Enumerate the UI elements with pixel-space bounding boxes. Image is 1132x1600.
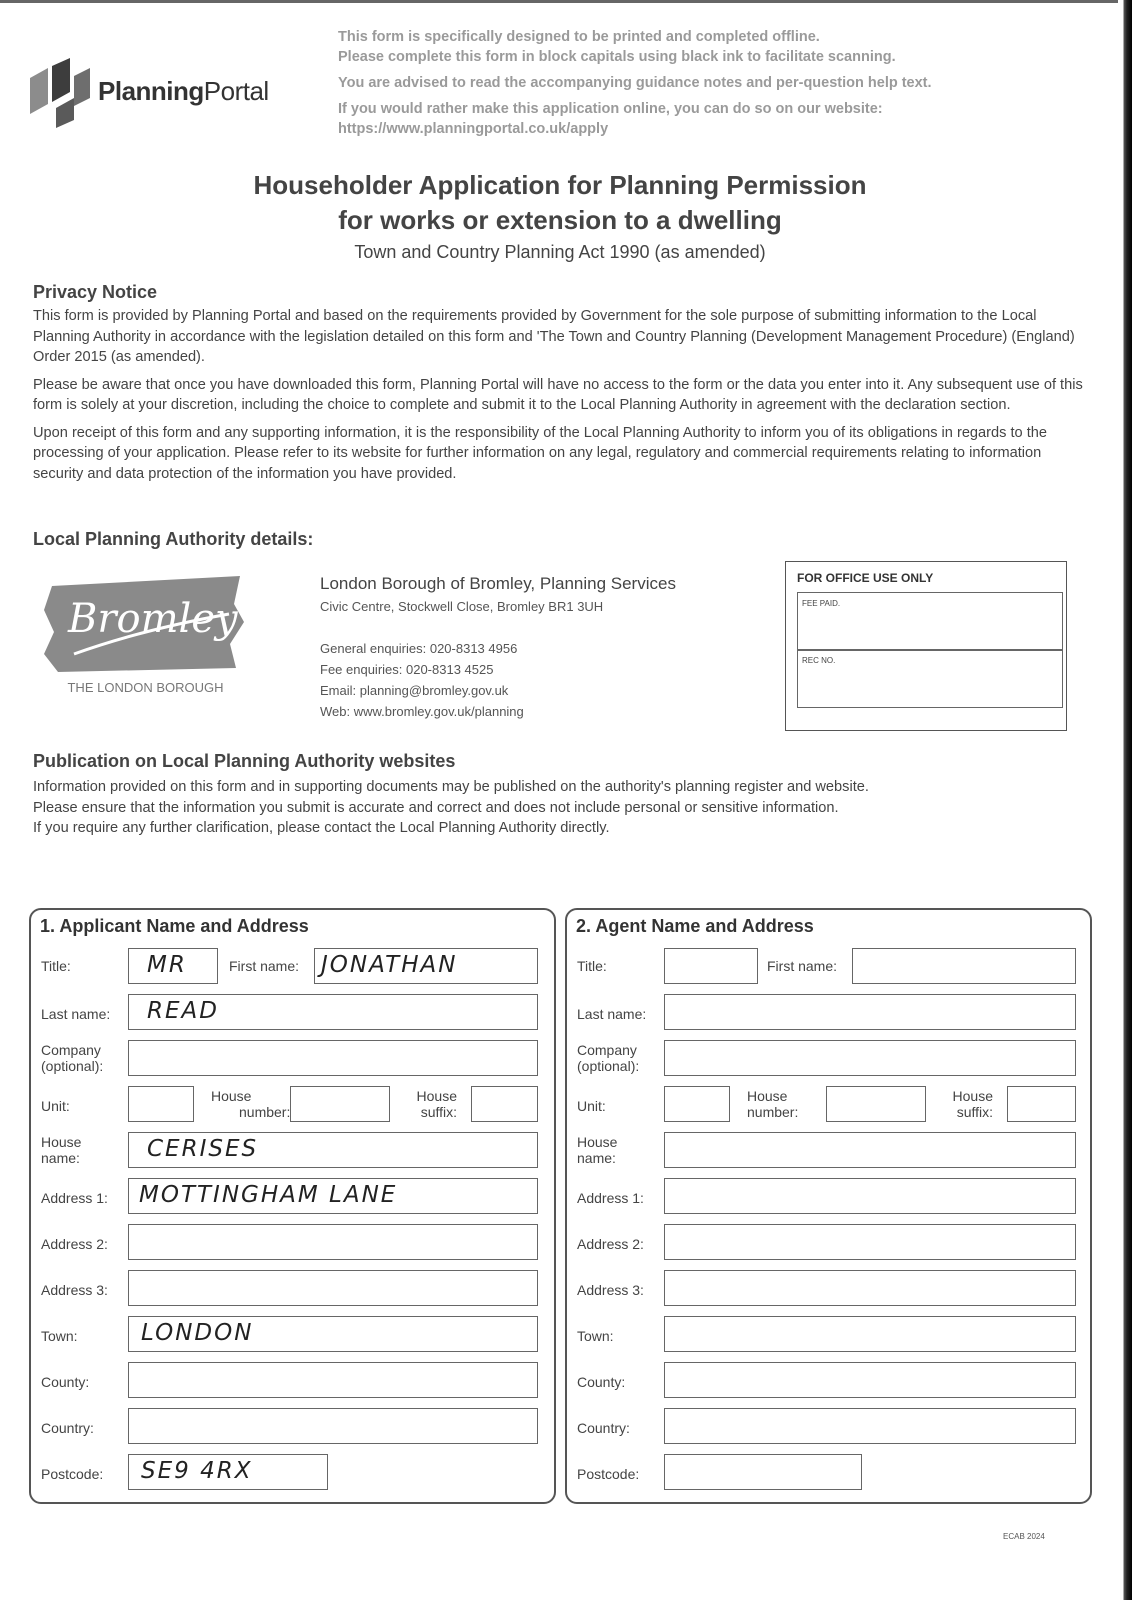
scan-edge <box>1118 0 1132 1600</box>
lpa-address: Civic Centre, Stockwell Close, Bromley BR1 3UH <box>320 599 604 614</box>
applicant-house-number-label: House number: <box>211 1088 291 1120</box>
agent-house-suffix-label: House suffix: <box>952 1088 993 1120</box>
agent-house-number-field[interactable] <box>826 1086 926 1122</box>
applicant-town-field[interactable]: LONDON <box>128 1316 538 1352</box>
applicant-county-field[interactable] <box>128 1362 538 1398</box>
applicant-first-name-field[interactable]: JONATHAN <box>314 948 538 984</box>
applicant-panel <box>29 908 556 1504</box>
rec-no-field: REC NO. <box>797 649 1063 708</box>
intro-instructions: This form is specifically designed to be printed and completed offline. Please complete this form in block capitals using black ink to facilitate scanning. You are advised to read the accompanying guidance notes and per-question help text. If you would rather make this application online, you can do so on our website: https://www.planningportal.co.uk/apply <box>338 29 932 137</box>
applicant-unit-field[interactable] <box>128 1086 194 1122</box>
agent-house-suffix-field[interactable] <box>1007 1086 1076 1122</box>
applicant-address1-label: Address 1: <box>41 1190 108 1206</box>
top-scan-line <box>0 0 1132 3</box>
publication-text: Information provided on this form and in supporting documents may be published on the authority's planning register and website. Please ensure that the information you submit is accurate and correct and does not include personal or sensitive information. If you require any further clarification, please contact the Local Planning Authority directly. <box>33 779 869 836</box>
applicant-company-field[interactable] <box>128 1040 538 1076</box>
applicant-address2-field[interactable] <box>128 1224 538 1260</box>
bromley-logo <box>38 574 253 704</box>
bromley-logo-text: Bromley <box>68 596 238 642</box>
agent-town-label: Town: <box>577 1328 614 1344</box>
agent-unit-label: Unit: <box>577 1098 606 1114</box>
applicant-country-field[interactable] <box>128 1408 538 1444</box>
form-code: ECAB 2024 <box>1003 1532 1045 1541</box>
agent-postcode-field[interactable] <box>664 1454 862 1490</box>
agent-panel <box>565 908 1092 1504</box>
privacy-notice: This form is provided by Planning Portal and based on the requirements provided by Government for the sole purpose of submitting information to the Local Planning Authority in accordance with the legislation detailed on this form and 'The Town and Country Planning (Development Management Procedure) (England) Order 2015 (as amended). Please be aware that once you have downloaded this form, Planning Portal will have no access to the form or the data you enter into it. Any subsequent use of this form is solely at your discretion, including the choice to complete and submit it to the Local Planning Authority in agreement with the declaration section. Upon receipt of this form and any supporting information, it is the responsibility of the Local Planning Authority to inform you of its obligations in regards to the processing of your application. Please refer to its website for further information on any legal, regulatory and commercial requirements relating to information security and data protection of the information you have provided. <box>33 308 1083 482</box>
agent-first-name-field[interactable] <box>852 948 1076 984</box>
lpa-fee-enquiries: Fee enquiries: 020-8313 4525 <box>320 662 494 677</box>
publication-heading: Publication on Local Planning Authority websites <box>33 751 456 771</box>
applicant-house-suffix-label: House suffix: <box>416 1088 457 1120</box>
lpa-web: Web: www.bromley.gov.uk/planning <box>320 704 524 719</box>
applicant-first-name-label: First name: <box>229 958 300 974</box>
agent-title-label: Title: <box>577 958 607 974</box>
lpa-email: Email: planning@bromley.gov.uk <box>320 683 509 698</box>
agent-county-field[interactable] <box>664 1362 1076 1398</box>
lpa-name: London Borough of Bromley, Planning Services <box>320 574 676 593</box>
agent-house-name-field[interactable] <box>664 1132 1076 1168</box>
applicant-address3-label: Address 3: <box>41 1282 108 1298</box>
agent-country-field[interactable] <box>664 1408 1076 1444</box>
lpa-heading: Local Planning Authority details: <box>33 529 314 549</box>
agent-house-name-label: House name: <box>577 1134 618 1166</box>
agent-address3-label: Address 3: <box>577 1282 644 1298</box>
agent-address2-label: Address 2: <box>577 1236 644 1252</box>
lpa-contact <box>320 572 676 722</box>
agent-first-name-label: First name: <box>767 958 838 974</box>
applicant-heading: 1. Applicant Name and Address <box>40 916 309 936</box>
applicant-house-name-field[interactable]: CERISES <box>128 1132 538 1168</box>
applicant-address1-field[interactable]: MOTTINGHAM LANE <box>128 1178 538 1214</box>
planning-portal-wordmark: PlanningPortal <box>98 76 269 106</box>
agent-unit-field[interactable] <box>664 1086 730 1122</box>
planning-portal-logo-icon <box>30 58 94 128</box>
agent-address1-label: Address 1: <box>577 1190 644 1206</box>
form-title-line2: for works or extension to a dwelling <box>338 205 782 235</box>
planning-portal-logo <box>30 58 300 128</box>
agent-country-label: Country: <box>577 1420 630 1436</box>
privacy-heading: Privacy Notice <box>33 282 158 302</box>
office-use-heading: FOR OFFICE USE ONLY <box>797 571 934 585</box>
applicant-address3-field[interactable] <box>128 1270 538 1306</box>
agent-address1-field[interactable] <box>664 1178 1076 1214</box>
applicant-address2-label: Address 2: <box>41 1236 108 1252</box>
applicant-house-name-label: House name: <box>41 1134 82 1166</box>
lpa-general-enquiries: General enquiries: 020-8313 4956 <box>320 641 518 656</box>
agent-heading: 2. Agent Name and Address <box>576 916 814 936</box>
applicant-title-field[interactable]: MR <box>128 948 218 984</box>
applicant-unit-label: Unit: <box>41 1098 70 1114</box>
office-use-box <box>785 561 1067 731</box>
form-subtitle: Town and Country Planning Act 1990 (as amended) <box>354 242 766 262</box>
form-title: Householder Application for Planning Permission <box>253 170 867 200</box>
agent-postcode-label: Postcode: <box>577 1466 640 1482</box>
fee-paid-field: FEE PAID. <box>797 592 1063 651</box>
agent-title-field[interactable] <box>664 948 758 984</box>
applicant-title-label: Title: <box>41 958 71 974</box>
agent-company-label: Company (optional): <box>577 1042 640 1074</box>
applicant-house-suffix-field[interactable] <box>471 1086 538 1122</box>
applicant-country-label: Country: <box>41 1420 94 1436</box>
applicant-last-name-field[interactable]: READ <box>128 994 538 1030</box>
agent-company-field[interactable] <box>664 1040 1076 1076</box>
agent-county-label: County: <box>577 1374 626 1390</box>
agent-last-name-field[interactable] <box>664 994 1076 1030</box>
agent-address2-field[interactable] <box>664 1224 1076 1260</box>
applicant-last-name-label: Last name: <box>41 1006 111 1022</box>
applicant-county-label: County: <box>41 1374 90 1390</box>
applicant-company-label: Company (optional): <box>41 1042 104 1074</box>
applicant-town-label: Town: <box>41 1328 78 1344</box>
agent-town-field[interactable] <box>664 1316 1076 1352</box>
agent-last-name-label: Last name: <box>577 1006 647 1022</box>
applicant-postcode-label: Postcode: <box>41 1466 104 1482</box>
applicant-postcode-field[interactable]: SE9 4RX <box>128 1454 328 1490</box>
agent-address3-field[interactable] <box>664 1270 1076 1306</box>
bromley-logo-caption: THE LONDON BOROUGH <box>67 680 224 695</box>
agent-house-number-label: House number: <box>747 1088 799 1120</box>
applicant-house-number-field[interactable] <box>290 1086 390 1122</box>
